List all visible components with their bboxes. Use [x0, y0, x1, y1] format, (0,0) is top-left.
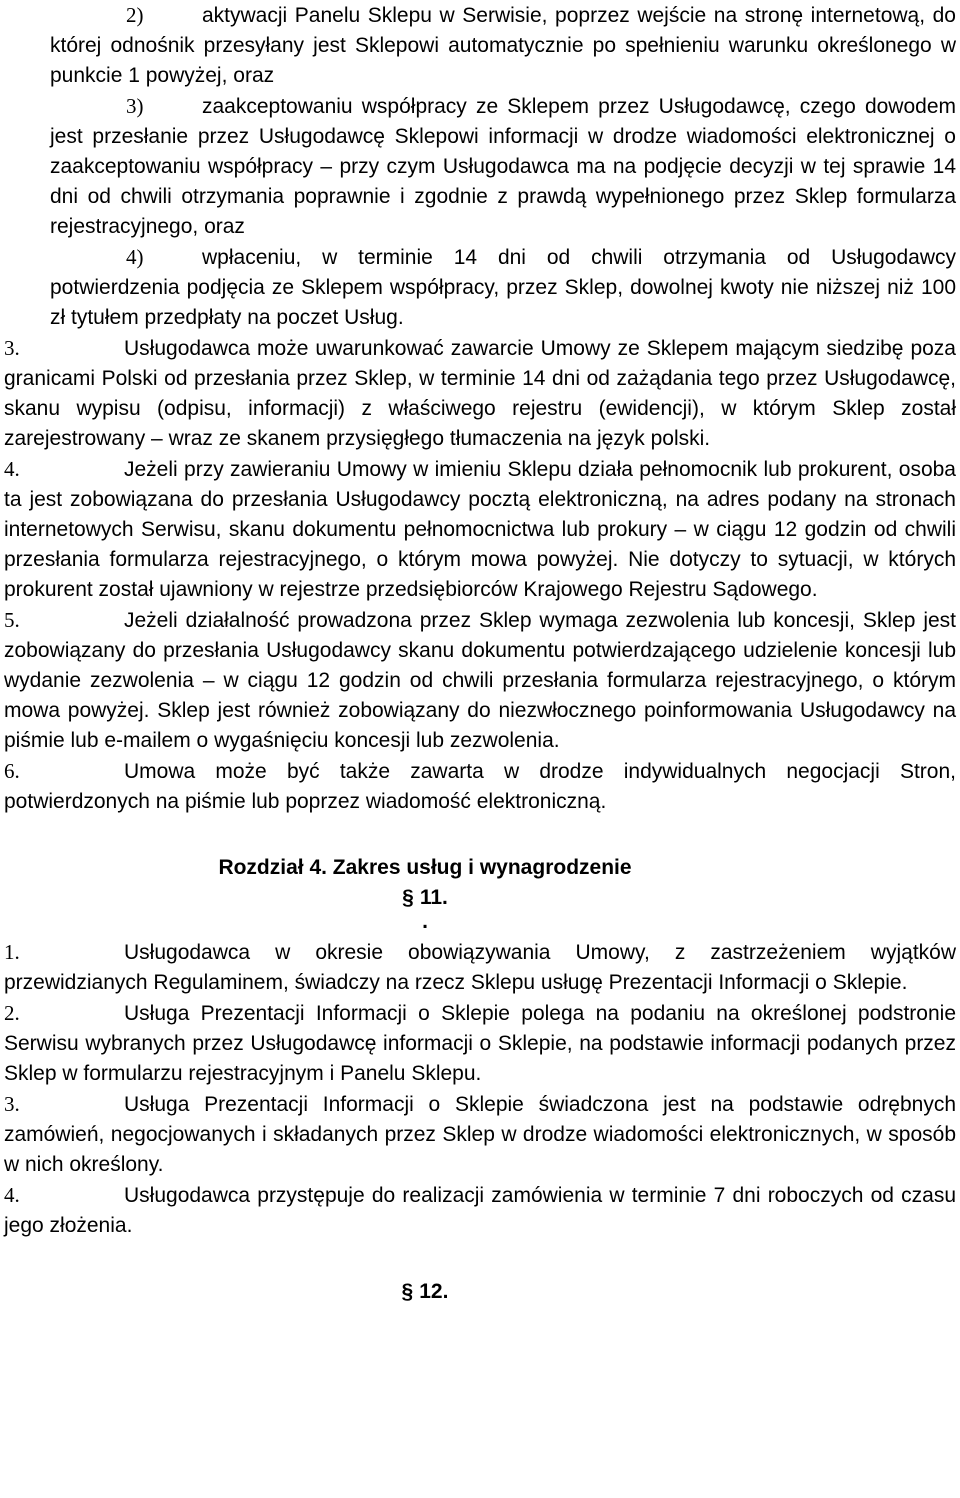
chapter-heading: Rozdział 4. Zakres usług i wynagrodzenie [218, 856, 632, 879]
list-item-number: 3) [126, 94, 144, 118]
paragraph-number: 3. [4, 1092, 20, 1116]
section11-paragraph-2 [4, 998, 956, 1089]
paragraph-text: Usługa Prezentacji Informacji o Sklepie polega na podaniu na określonej podstronie Serwisu wybranych przez Usługodawcę informacji o Sklepie, na podstawie informacji podanych przez Sklep w formularzu rejestracyjnym i Panelu Sklepu. [4, 1002, 956, 1085]
paragraph-5 [4, 605, 956, 756]
list-item-2 [4, 0, 956, 91]
paragraph-number: 4. [4, 457, 20, 481]
section-sign: § [401, 1280, 414, 1303]
paragraph-text: Jeżeli działalność prowadzona przez Sklep wymaga zezwolenia lub koncesji, Sklep jest zobowiązany do przesłania Usługodawcy skanu dokumentu potwierdzającego udzielenie koncesji lub wydanie zezwolenia – w ciągu 12 godzin od chwili przesłania formularza rejestracyjnego, o którym mowa powyżej. Sklep jest również zobowiązany do niezwłocznego poinformowania Usługodawcy na piśmie lub e-mailem o wygaśnięciu koncesji lub zezwolenia. [4, 609, 956, 752]
paragraph-number: 5. [4, 608, 20, 632]
section11-paragraph-3 [4, 1089, 956, 1180]
paragraph-text: Umowa może być także zawarta w drodze indywidualnych negocjacji Stron, potwierdzonych na piśmie lub poprzez wiadomość elektroniczną. [4, 760, 956, 813]
list-item-number: 4) [126, 245, 144, 269]
section11-paragraph-1 [4, 937, 956, 998]
paragraph-number: 3. [4, 336, 20, 360]
list-item-text: wpłaceniu, w terminie 14 dni od chwili otrzymania od Usługodawcy potwierdzenia podjęcia ze Sklepem współpracy, przez Sklep, dowolnej kwoty nie niższej niż 100 zł tytułem przedpłaty na poczet Usług. [50, 246, 956, 329]
paragraph-3 [4, 333, 956, 454]
section-number: 12. [419, 1280, 449, 1303]
paragraph-6 [4, 756, 956, 817]
section11-paragraph-4 [4, 1180, 956, 1241]
list-item-4 [4, 242, 956, 333]
paragraph-number: 2. [4, 1001, 20, 1025]
list-item-text: zaakceptowaniu współpracy ze Sklepem przez Usługodawcę, czego dowodem jest przesłanie przez Usługodawcę Sklepowi informacji w drodze wiadomości elektronicznej o zaakceptowaniu współpracy – przy czym Usługodawca ma na podjęcie decyzji w tej sprawie 14 dni od chwili otrzymania poprawnie i zgodnie z prawdą wypełnionego przez Sklep formularza rejestracyjnego, oraz [50, 95, 956, 238]
list-item-number: 2) [126, 3, 144, 27]
paragraph-number: 1. [4, 940, 20, 964]
paragraph-number: 6. [4, 759, 20, 783]
section-heading-12 [4, 1277, 956, 1307]
list-item-3 [4, 91, 956, 242]
paragraph-text: Usługodawca przystępuje do realizacji zamówienia w terminie 7 dni roboczych od czasu jego złożenia. [4, 1184, 956, 1237]
paragraph-number: 4. [4, 1183, 20, 1207]
section-heading-dot: . [422, 910, 428, 933]
section-sign: § [402, 886, 414, 909]
paragraph-text: Usługodawca w okresie obowiązywania Umowy, z zastrzeżeniem wyjątków przewidzianych Regulaminem, świadczy na rzecz Sklepu usługę Prezentacji Informacji o Sklepie. [4, 941, 956, 994]
paragraph-4 [4, 454, 956, 605]
paragraph-text: Usługodawca może uwarunkować zawarcie Umowy ze Sklepem mającym siedzibę poza granicami Polski od przesłania przez Sklep, w terminie 14 dni od zażądania tego przez Usługodawcę, skanu wypisu (odpisu, informacji) z właściwego rejestru (ewidencji), w którym Sklep został zarejestrowany – wraz ze skanem przysięgłego tłumaczenia na język polski. [4, 337, 956, 450]
paragraph-text: Jeżeli przy zawieraniu Umowy w imieniu Sklepu działa pełnomocnik lub prokurent, osoba ta jest zobowiązana do przesłania Usługodawcy pocztą elektroniczną, na adres podany na stronach internetowych Serwisu, skanu dokumentu pełnomocnictwa lub prokury – w ciągu 12 godzin od chwili przesłania formularza rejestracyjnego, o którym mowa powyżej. Nie dotyczy to sytuacji, w których prokurent został ujawniony w rejestrze przedsiębiorców Krajowego Rejestru Sądowego. [4, 458, 956, 601]
list-item-text: aktywacji Panelu Sklepu w Serwisie, poprzez wejście na stronę internetową, do której odnośnik przesyłany jest Sklepowi automatycznie po spełnieniu warunku określonego w punkcie 1 powyżej, oraz [50, 4, 956, 87]
section-number: 11. [419, 886, 448, 909]
paragraph-text: Usługa Prezentacji Informacji o Sklepie świadczona jest na podstawie odrębnych zamówień, negocjowanych i składanych przez Sklep w drodze wiadomości elektronicznych, w sposób w nich określony. [4, 1093, 956, 1176]
